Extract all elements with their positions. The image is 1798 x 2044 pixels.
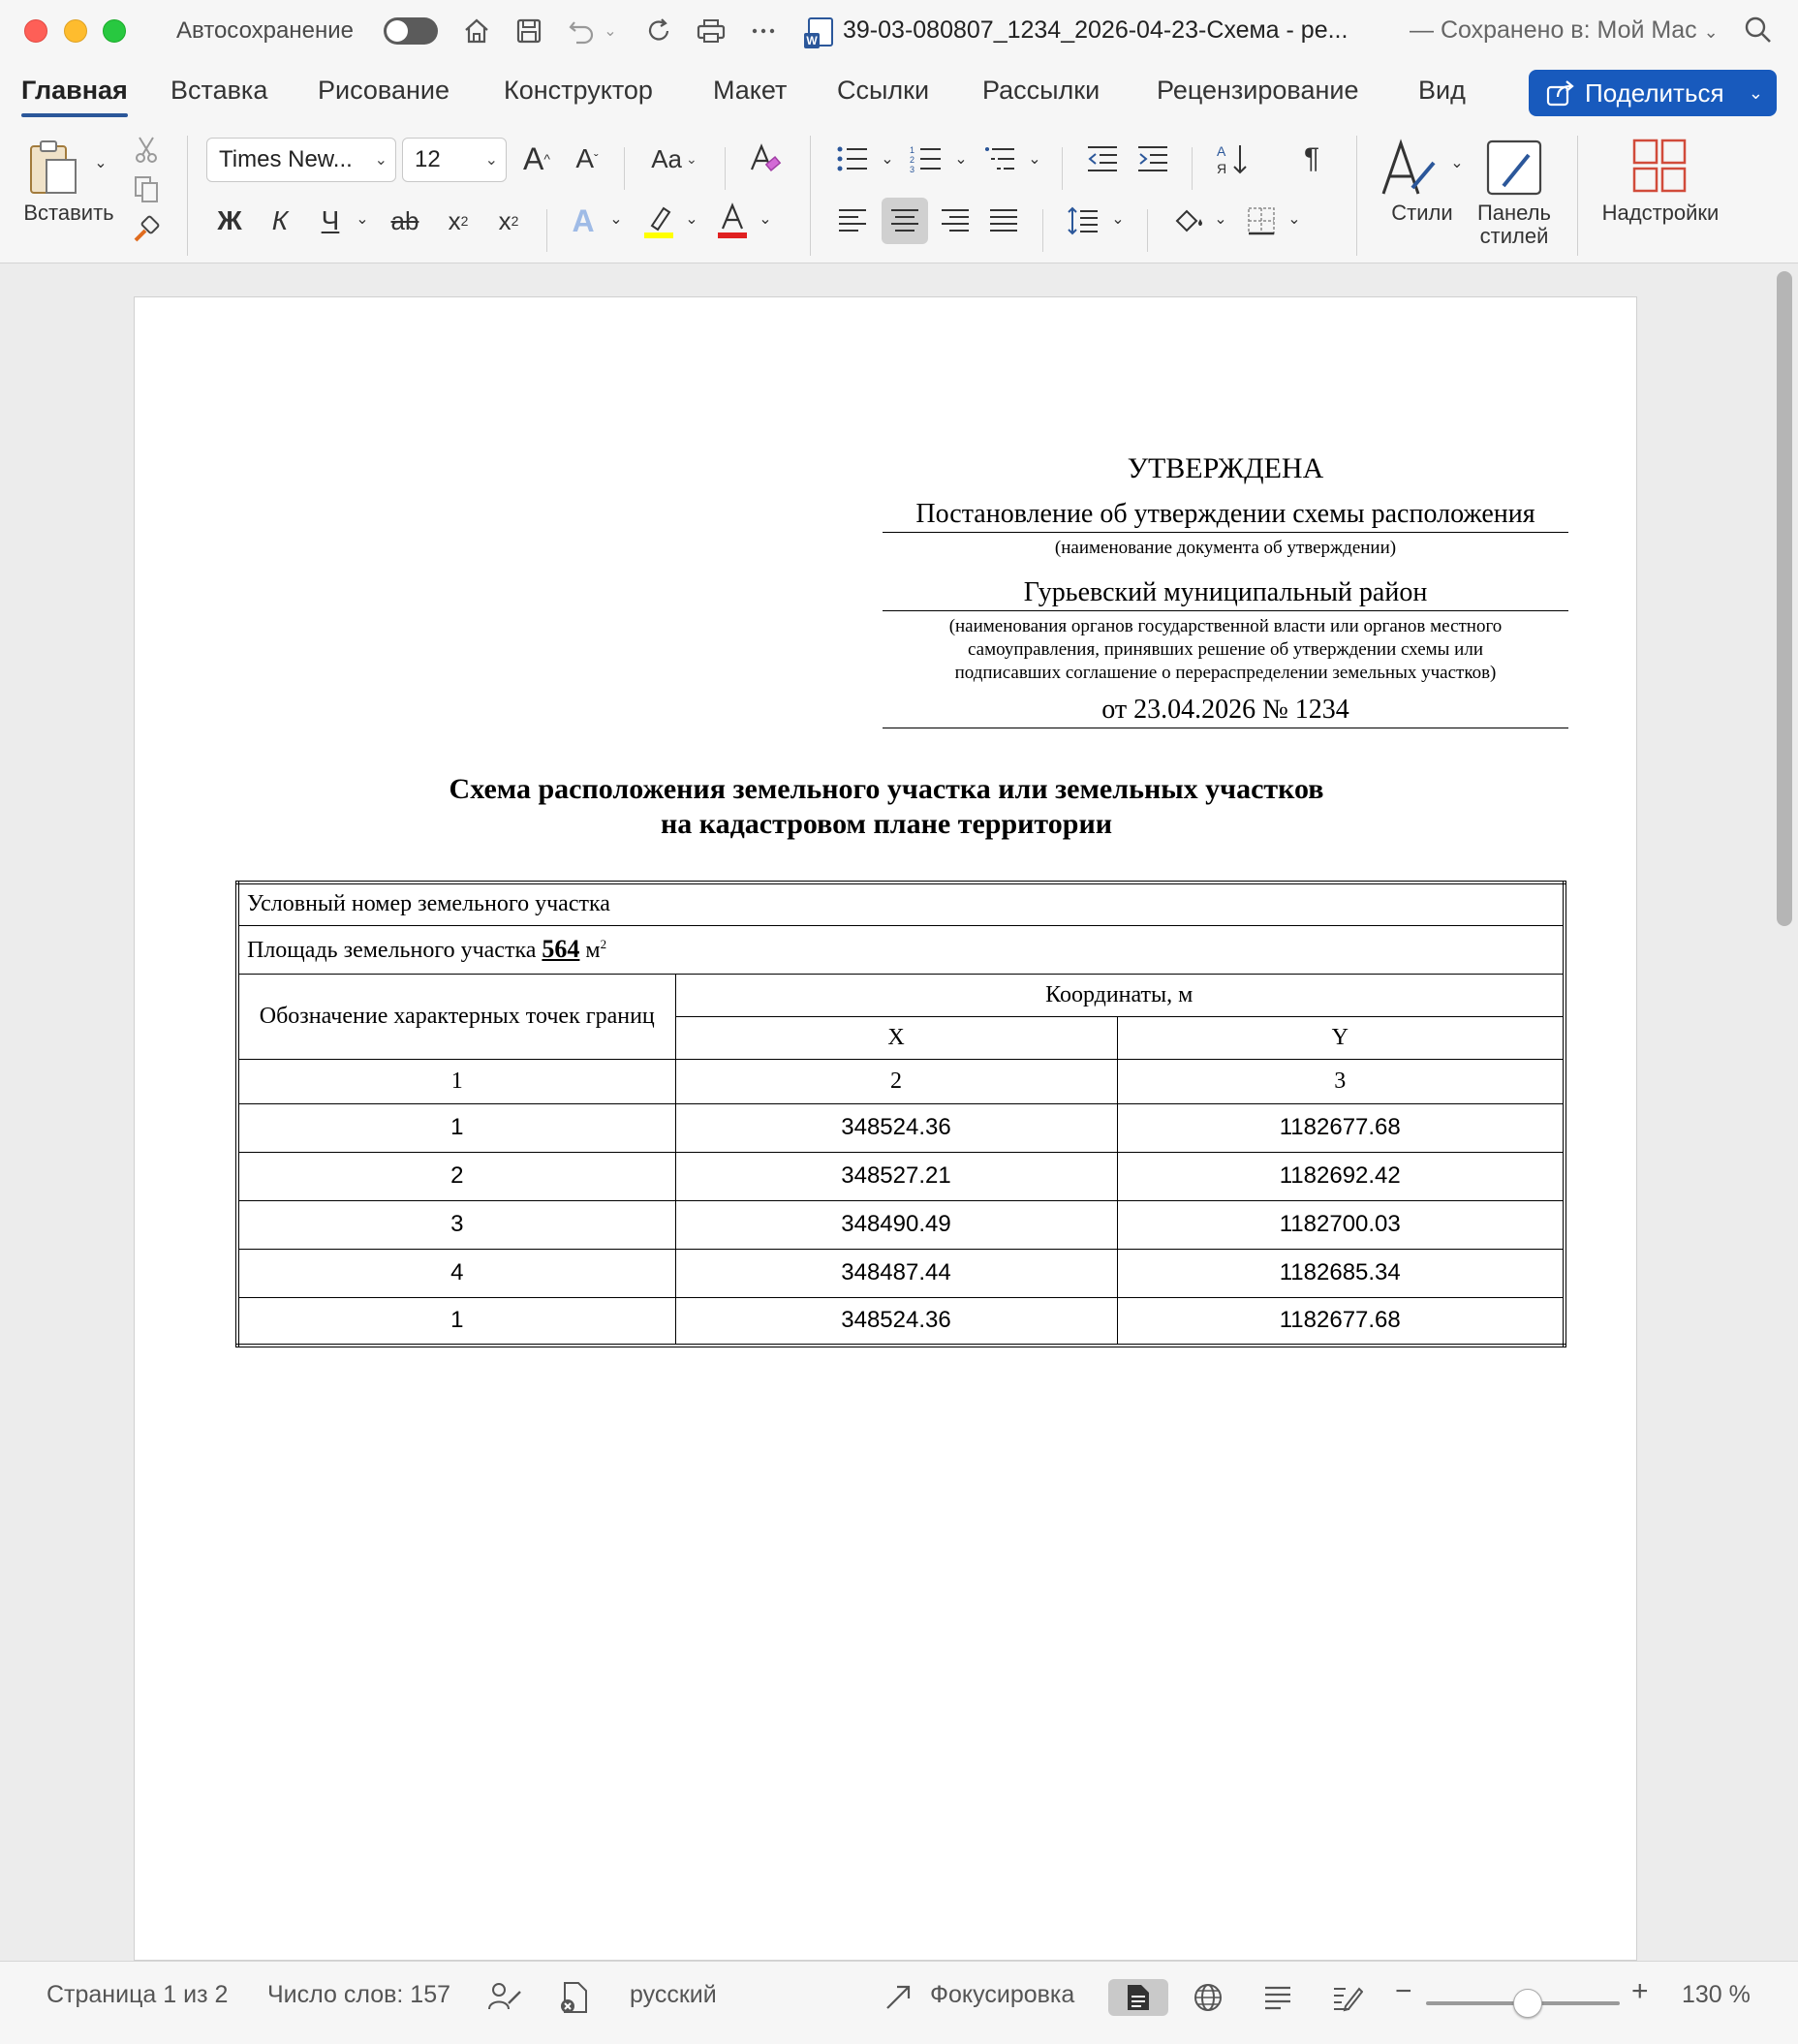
borders-icon[interactable] bbox=[1242, 200, 1281, 242]
point-cell: 2 bbox=[237, 1152, 675, 1200]
chevron-down-icon: ⌄ bbox=[1703, 22, 1719, 42]
share-icon bbox=[1546, 79, 1575, 107]
show-formatting-button[interactable]: ¶ bbox=[1303, 142, 1320, 174]
minimize-window-button[interactable] bbox=[64, 19, 87, 43]
decree-hint: (наименование документа об утверждении) bbox=[1054, 538, 1397, 558]
point-cell: 4 bbox=[237, 1249, 675, 1297]
word-document-icon bbox=[808, 17, 833, 46]
font-size-combo[interactable] bbox=[402, 138, 507, 182]
bullets-dropdown-icon[interactable]: ⌄ bbox=[881, 151, 894, 168]
undo-icon[interactable] bbox=[564, 14, 599, 48]
multilevel-list-icon[interactable] bbox=[980, 139, 1019, 178]
cut-icon[interactable] bbox=[130, 134, 163, 167]
y-cell: 1182677.68 bbox=[1117, 1103, 1565, 1152]
tab-layout[interactable]: Макет bbox=[713, 76, 788, 105]
align-left-icon[interactable] bbox=[833, 200, 872, 242]
chevron-down-icon: ⌄ bbox=[686, 150, 698, 167]
align-center-icon[interactable] bbox=[882, 198, 928, 244]
ribbon-home bbox=[0, 126, 1798, 263]
status-bar bbox=[0, 1961, 1798, 2044]
language[interactable]: русский bbox=[630, 1981, 717, 2008]
undo-dropdown-icon[interactable]: ⌄ bbox=[604, 23, 617, 40]
autosave-label: Автосохранение bbox=[176, 17, 354, 44]
subscript-button[interactable]: x 2 bbox=[448, 205, 469, 235]
column-number-cell: 1 bbox=[237, 1059, 675, 1103]
x-cell: 348524.36 bbox=[675, 1103, 1117, 1152]
redo-icon[interactable] bbox=[641, 14, 676, 48]
page-count[interactable]: Страница 1 из 2 bbox=[46, 1981, 229, 2008]
y-cell: 1182677.68 bbox=[1117, 1297, 1565, 1346]
tab-home[interactable]: Главная bbox=[21, 76, 128, 105]
styles-icon[interactable] bbox=[1380, 136, 1442, 200]
points-header: Обозначение характерных точек границ bbox=[237, 974, 675, 1059]
svg-text:A: A bbox=[1217, 143, 1226, 159]
increase-indent-icon[interactable] bbox=[1133, 139, 1172, 178]
area-cell bbox=[237, 925, 1565, 974]
tab-mailings[interactable]: Рассылки bbox=[982, 76, 1100, 105]
approved-heading: УТВЕРЖДЕНА bbox=[1127, 452, 1324, 484]
numbering-dropdown-icon[interactable]: ⌄ bbox=[954, 151, 968, 168]
accessibility-icon[interactable] bbox=[486, 1979, 523, 2016]
document-page[interactable] bbox=[134, 296, 1637, 1961]
ribbon-separator bbox=[1062, 147, 1063, 190]
shading-icon[interactable] bbox=[1168, 200, 1207, 242]
zoom-slider-thumb[interactable] bbox=[1513, 1989, 1542, 2018]
ribbon-separator bbox=[725, 147, 726, 190]
svg-text:Я: Я bbox=[1217, 161, 1227, 176]
title-bar bbox=[0, 0, 1798, 62]
paste-label: Вставить bbox=[23, 201, 114, 225]
close-window-button[interactable] bbox=[24, 19, 47, 43]
copy-icon[interactable] bbox=[130, 172, 163, 205]
chevron-down-icon: ⌄ bbox=[484, 152, 498, 169]
subscript-glyph: x bbox=[448, 205, 461, 235]
x-cell: 348527.21 bbox=[675, 1152, 1117, 1200]
authority-name: Гурьевский муниципальный район bbox=[883, 577, 1568, 611]
zoom-level[interactable]: 130 % bbox=[1682, 1981, 1751, 2008]
ribbon-separator bbox=[1577, 136, 1578, 256]
tab-draw[interactable]: Рисование bbox=[318, 76, 450, 105]
bold-button[interactable]: Ж bbox=[217, 205, 242, 235]
x-cell: 348524.36 bbox=[675, 1297, 1117, 1346]
point-cell: 1 bbox=[237, 1297, 675, 1346]
y-cell: 1182692.42 bbox=[1117, 1152, 1565, 1200]
tab-design[interactable]: Конструктор bbox=[504, 76, 653, 105]
grow-font-button[interactable]: A ^ bbox=[523, 140, 550, 176]
change-case-button[interactable] bbox=[641, 138, 707, 180]
decrease-indent-icon[interactable] bbox=[1083, 139, 1122, 178]
font-color-icon[interactable] bbox=[713, 198, 752, 244]
document-heading bbox=[135, 772, 1638, 842]
ribbon-separator bbox=[624, 147, 625, 190]
highlight-dropdown-icon[interactable]: ⌄ bbox=[685, 211, 698, 228]
saved-location-text: — Сохранено в: Мой Mac bbox=[1410, 16, 1697, 44]
document-canvas[interactable] bbox=[0, 263, 1798, 1961]
point-cell: 1 bbox=[237, 1103, 675, 1152]
font-name-value: Times New... bbox=[219, 146, 353, 172]
text-effects-button[interactable]: A bbox=[572, 202, 595, 238]
authority-hint-1: (наименования органов государственной власти или органов местного bbox=[948, 616, 1503, 636]
underline-dropdown-icon[interactable]: ⌄ bbox=[356, 211, 369, 228]
y-header: Y bbox=[1117, 1016, 1565, 1059]
area-unit-sup: 2 bbox=[600, 937, 607, 951]
multilevel-dropdown-icon[interactable]: ⌄ bbox=[1028, 151, 1041, 168]
point-cell: 3 bbox=[237, 1200, 675, 1249]
ribbon-separator bbox=[1147, 209, 1148, 252]
decree-name: Постановление об утверждении схемы расположения bbox=[883, 499, 1568, 533]
text-effects-dropdown-icon[interactable]: ⌄ bbox=[609, 211, 623, 228]
outline-view-icon[interactable] bbox=[1259, 1979, 1296, 2016]
shrink-font-glyph: A bbox=[575, 143, 594, 173]
ribbon-tabs bbox=[0, 62, 1798, 126]
styles-label: Стили bbox=[1391, 201, 1453, 225]
superscript-glyph: x bbox=[498, 205, 512, 235]
document-title[interactable]: 39-03-080807_1234_2026-04-23-Схема - ре... bbox=[843, 16, 1348, 44]
styles-pane-icon[interactable] bbox=[1482, 136, 1546, 200]
addins-icon[interactable] bbox=[1629, 136, 1690, 196]
strikethrough-button[interactable]: ab bbox=[390, 205, 419, 235]
styles-pane-label[interactable]: Панель стилей bbox=[1476, 201, 1551, 248]
column-number-cell: 2 bbox=[675, 1059, 1117, 1103]
change-case-glyph: Aa bbox=[651, 143, 683, 173]
font-name-combo[interactable] bbox=[206, 138, 396, 182]
ribbon-separator bbox=[810, 136, 811, 256]
table-row bbox=[237, 1152, 1565, 1200]
ribbon-separator bbox=[187, 136, 188, 256]
svg-text:1: 1 bbox=[910, 145, 915, 155]
tab-view[interactable]: Вид bbox=[1418, 76, 1466, 105]
underline-button[interactable]: Ч bbox=[321, 205, 340, 235]
share-label: Поделиться bbox=[1585, 77, 1724, 108]
date-line: от 23.04.2026 № 1234 bbox=[883, 695, 1568, 728]
authority-hint-2: самоуправления, принявших решение об утверждении схемы или bbox=[968, 639, 1483, 660]
borders-dropdown-icon[interactable]: ⌄ bbox=[1287, 211, 1301, 228]
vertical-scrollbar[interactable] bbox=[1777, 271, 1792, 926]
chevron-down-icon: ⌄ bbox=[1748, 82, 1763, 103]
search-icon[interactable] bbox=[1744, 15, 1773, 45]
italic-button[interactable]: К bbox=[271, 205, 289, 235]
x-header: X bbox=[675, 1016, 1117, 1059]
clear-formatting-icon[interactable] bbox=[744, 138, 787, 180]
line-spacing-dropdown-icon[interactable]: ⌄ bbox=[1111, 211, 1125, 228]
table-row bbox=[237, 1249, 1565, 1297]
grow-font-glyph: A bbox=[523, 140, 544, 176]
focus-icon[interactable] bbox=[880, 1979, 916, 2016]
column-number-cell: 3 bbox=[1117, 1059, 1565, 1103]
saved-location[interactable] bbox=[1410, 16, 1719, 45]
bullets-icon[interactable] bbox=[833, 139, 872, 178]
x-cell: 348487.44 bbox=[675, 1249, 1117, 1297]
highlight-icon[interactable] bbox=[639, 198, 678, 244]
web-layout-icon[interactable] bbox=[1190, 1979, 1226, 2016]
save-icon[interactable] bbox=[512, 14, 546, 48]
heading-line-2: на кадастровом плане территории bbox=[660, 808, 1113, 840]
share-button[interactable] bbox=[1529, 70, 1777, 116]
svg-text:3: 3 bbox=[910, 165, 915, 173]
sort-icon[interactable] bbox=[1211, 138, 1254, 180]
font-size-value: 12 bbox=[415, 146, 441, 172]
tab-insert[interactable]: Вставка bbox=[170, 76, 268, 105]
autosave-toggle[interactable] bbox=[384, 17, 438, 45]
print-layout-icon[interactable] bbox=[1108, 1979, 1168, 2016]
line-spacing-icon[interactable] bbox=[1064, 200, 1102, 242]
svg-text:2: 2 bbox=[910, 155, 915, 165]
shading-dropdown-icon[interactable]: ⌄ bbox=[1214, 211, 1227, 228]
table-row bbox=[237, 1103, 1565, 1152]
more-icon[interactable] bbox=[746, 14, 781, 48]
superscript-button[interactable]: x 2 bbox=[498, 205, 519, 235]
authority-hint-3: подписавших соглашение о перераспределении земельных участков) bbox=[954, 663, 1497, 683]
numbering-icon[interactable] bbox=[907, 139, 946, 178]
area-label: Площадь земельного участка bbox=[247, 938, 537, 963]
tab-review[interactable]: Рецензирование bbox=[1157, 76, 1359, 105]
heading-line-1: Схема расположения земельного участка или земельных участков bbox=[449, 773, 1324, 805]
justify-icon[interactable] bbox=[984, 200, 1023, 242]
approval-block bbox=[883, 452, 1568, 728]
styles-dropdown-icon[interactable]: ⌄ bbox=[1450, 155, 1464, 171]
format-painter-icon[interactable] bbox=[128, 213, 163, 248]
addins-label: Надстройки bbox=[1601, 201, 1720, 225]
shrink-font-button[interactable]: A ˇ bbox=[575, 143, 599, 173]
draft-view-icon[interactable] bbox=[1329, 1979, 1366, 2016]
table-row bbox=[237, 1200, 1565, 1249]
zoom-in-button[interactable]: + bbox=[1631, 1975, 1649, 2007]
maximize-window-button[interactable] bbox=[103, 19, 126, 43]
ribbon-separator bbox=[546, 209, 547, 252]
print-icon[interactable] bbox=[694, 14, 728, 48]
paste-button[interactable] bbox=[25, 138, 81, 198]
ribbon-separator bbox=[1356, 136, 1357, 256]
area-unit: м bbox=[585, 938, 601, 963]
focus-mode[interactable]: Фокусировка bbox=[930, 1981, 1075, 2008]
coords-header: Координаты, м bbox=[675, 974, 1565, 1016]
paste-dropdown-icon[interactable]: ⌄ bbox=[94, 155, 108, 171]
track-changes-icon[interactable] bbox=[556, 1979, 593, 2016]
home-icon[interactable] bbox=[459, 14, 494, 48]
table-row bbox=[237, 1297, 1565, 1346]
font-color-dropdown-icon[interactable]: ⌄ bbox=[759, 211, 772, 228]
ribbon-separator bbox=[1192, 147, 1193, 190]
y-cell: 1182685.34 bbox=[1117, 1249, 1565, 1297]
zoom-out-button[interactable]: − bbox=[1395, 1975, 1412, 2007]
area-value: 564 bbox=[542, 935, 580, 963]
ribbon-separator bbox=[1042, 209, 1043, 252]
conditional-number-cell: Условный номер земельного участка bbox=[237, 883, 1565, 925]
clipboard-icon bbox=[27, 139, 79, 197]
chevron-down-icon: ⌄ bbox=[374, 152, 388, 169]
tab-references[interactable]: Ссылки bbox=[837, 76, 930, 105]
align-right-icon[interactable] bbox=[936, 200, 975, 242]
coordinates-table bbox=[235, 881, 1566, 1347]
x-cell: 348490.49 bbox=[675, 1200, 1117, 1249]
word-count[interactable]: Число слов: 157 bbox=[267, 1981, 451, 2008]
y-cell: 1182700.03 bbox=[1117, 1200, 1565, 1249]
